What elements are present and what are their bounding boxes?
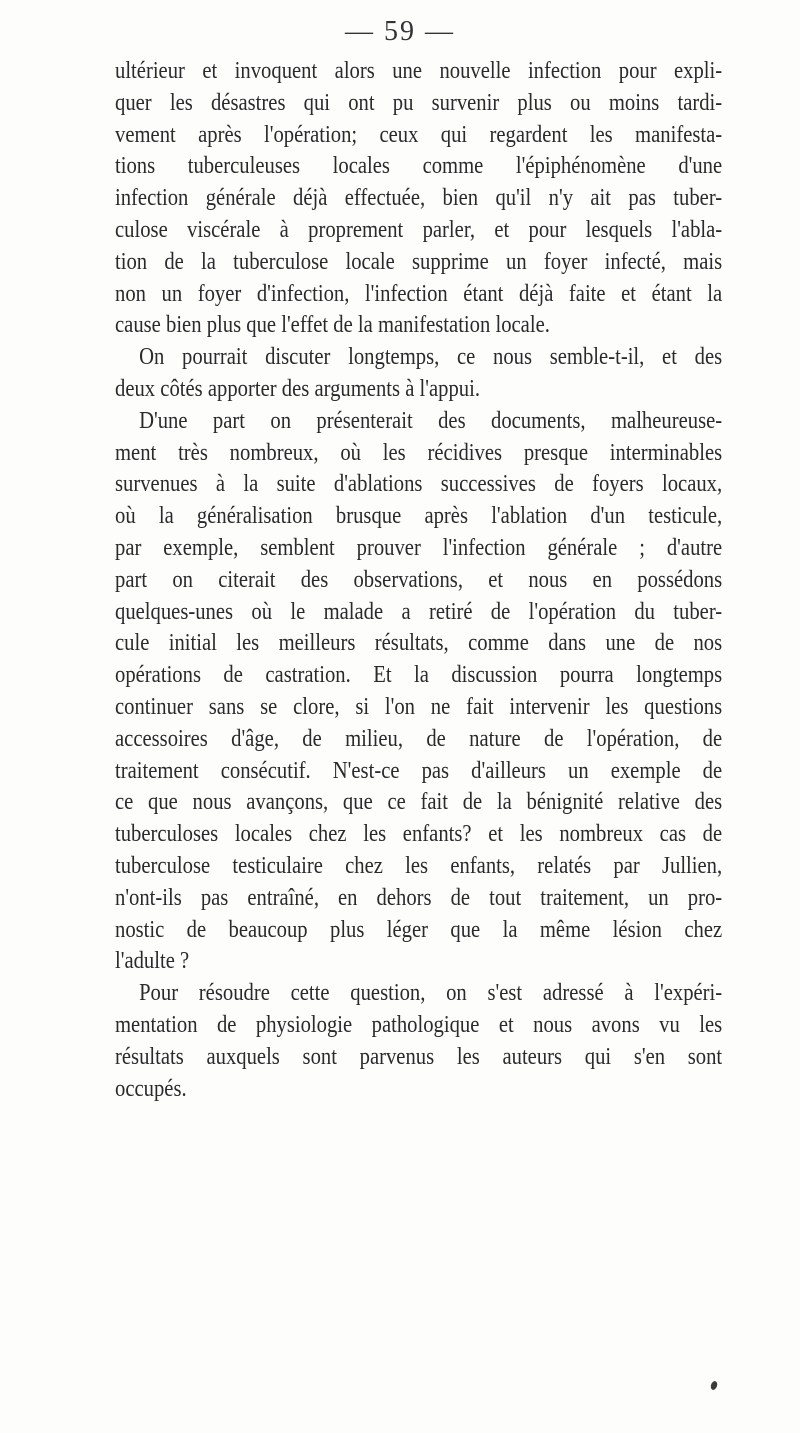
text-line: deux côtés apporter des arguments à l'appui. [115,375,481,402]
text-line: par exemple, semblent prouver l'infection générale ; d'autre [115,534,723,561]
text-line: ultérieur et invoquent alors une nouvelle infection pour expli- [115,58,723,84]
text-line: part on citerait des observations, et nous en possédons [115,566,723,593]
text-line: vement après l'opération; ceux qui regardent les manifesta- [115,121,723,148]
ink-speck [710,1380,719,1391]
text-line: tuberculose testiculaire chez les enfants, relatés par Jullien, [115,852,723,879]
text-line: l'adulte ? [115,948,190,975]
text-line: quelques-unes où le malade a retiré de l'opération du tuber- [115,598,723,625]
text-line: quer les désastres qui ont pu survenir plus ou moins tardi- [115,89,723,116]
text-line: tions tuberculeuses locales comme l'épiphénomène d'une [115,153,723,180]
page-number: — 59 — [345,16,455,47]
text-line: cause bien plus que l'effet de la manifestation locale. [115,312,550,339]
text-line: continuer sans se clore, si l'on ne fait intervenir les questions [115,693,723,720]
text-line: nostic de beaucoup plus léger que la même lésion chez [115,916,723,943]
text-line: résultats auxquels sont parvenus les auteurs qui s'en sont [115,1043,723,1070]
text-line: ce que nous avançons, que ce fait de la bénignité relative des [115,789,723,816]
text-line: cule initial les meilleurs résultats, comme dans une de nos [115,630,723,657]
text-line: culose viscérale à proprement parler, et pour lesquels l'abla- [115,216,723,243]
text-line: tion de la tuberculose locale supprime un foyer infecté, mais [115,248,723,275]
text-line: non un foyer d'infection, l'infection étant déjà faite et étant la [115,280,723,307]
paragraph-start-line: D'une part on présenterait des documents, malheureuse- [139,407,723,434]
text-line: occupés. [115,1075,187,1102]
paragraph-start-line: Pour résoudre cette question, on s'est adressé à l'expéri- [139,980,723,1007]
text-line: où la généralisation brusque après l'ablation d'un testicule, [115,503,723,530]
text-line: n'ont-ils pas entraîné, en dehors de tout traitement, un pro- [115,884,723,911]
text-line: accessoires d'âge, de milieu, de nature de l'opération, de [115,725,723,752]
paragraph-start-line: On pourrait discuter longtemps, ce nous semble-t-il, et des [139,344,723,371]
text-line: mentation de physiologie pathologique et nous avons vu les [115,1011,723,1038]
body-text [115,56,722,1105]
text-line: opérations de castration. Et la discussion pourra longtemps [115,662,723,689]
text-line: traitement consécutif. N'est-ce pas d'ailleurs un exemple de [115,757,723,784]
text-line: infection générale déjà effectuée, bien qu'il n'y ait pas tuber- [115,185,723,212]
text-line: tuberculoses locales chez les enfants? et les nombreux cas de [115,821,723,848]
text-line: survenues à la suite d'ablations successives de foyers locaux, [115,471,723,498]
text-line: ment très nombreux, où les récidives presque interminables [115,439,723,466]
